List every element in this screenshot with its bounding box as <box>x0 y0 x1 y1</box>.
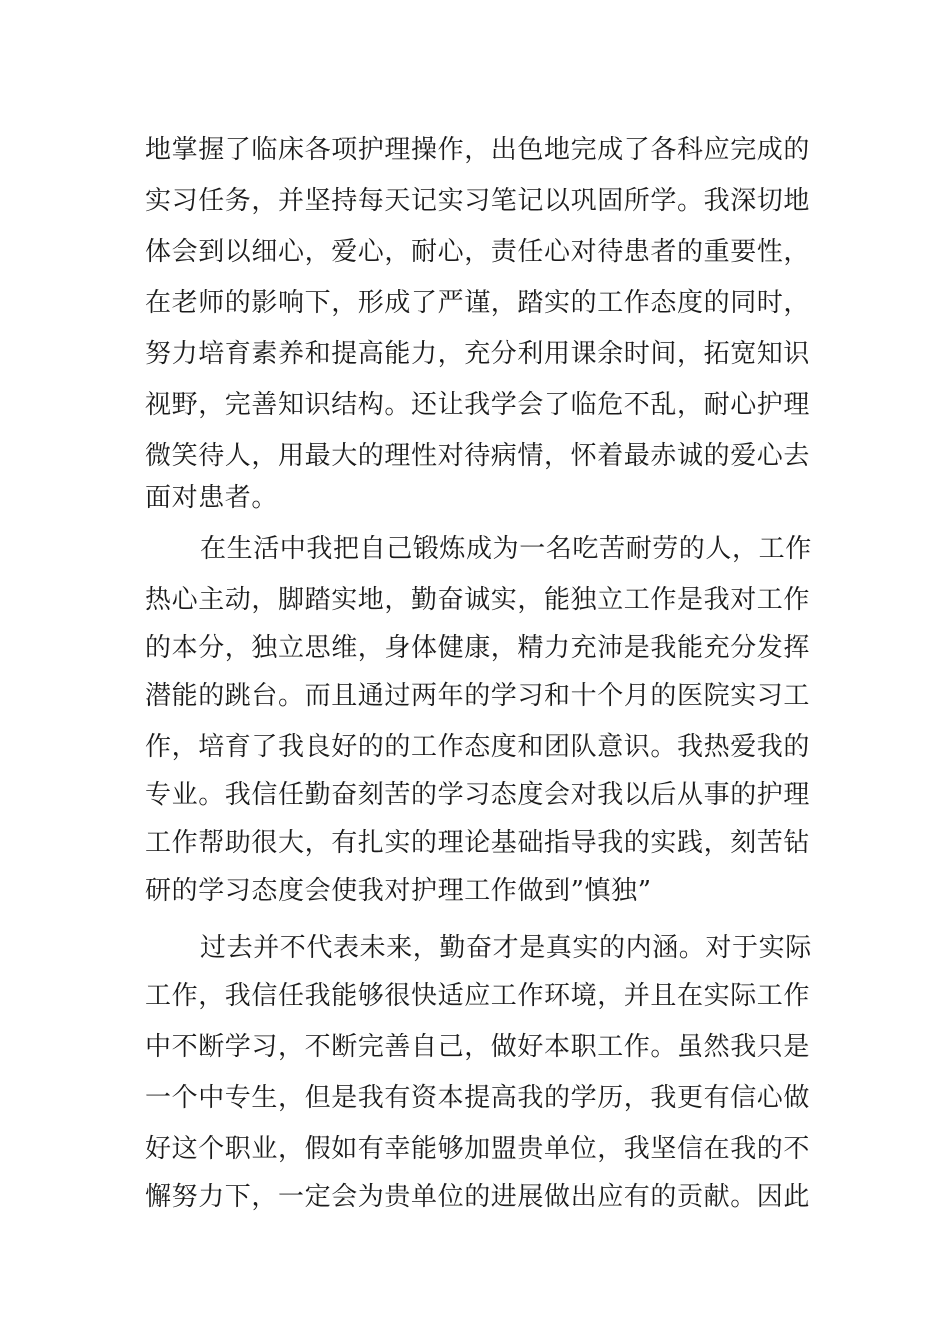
text-line-16: 研的学习态度会使我对护理工作做到”慎独” <box>145 876 652 906</box>
text-line-8: 面对患者。 <box>145 483 279 513</box>
text-line-6: 视野，完善知识结构。还让我学会了临危不乱，耐心护理 <box>145 390 811 420</box>
text-line-1: 地掌握了临床各项护理操作，出色地完成了各科应完成的 <box>145 135 811 165</box>
text-line-11: 的本分，独立思维，身体健康，精力充沛是我能充分发挥 <box>145 633 811 663</box>
text-line-10: 热心主动，脚踏实地，勤奋诚实，能独立工作是我对工作 <box>145 585 811 615</box>
paragraph-3-first-line: 过去并不代表未来，勤奋才是真实的内涵。对于实际 <box>200 933 812 963</box>
paragraph-2-first-line: 在生活中我把自己锻炼成为一名吃苦耐劳的人，工作 <box>200 534 812 564</box>
text-line-12: 潜能的跳台。而且通过两年的学习和十个月的医院实习工 <box>145 681 811 711</box>
text-line-5: 努力培育素养和提高能力，充分利用课余时间，拓宽知识 <box>145 339 811 369</box>
text-line-22: 懈努力下，一定会为贵单位的进展做出应有的贡献。因此 <box>145 1182 811 1212</box>
text-line-4: 在老师的影响下，形成了严谨，踏实的工作态度的同时， <box>145 288 811 318</box>
text-line-15: 工作帮助很大，有扎实的理论基础指导我的实践，刻苦钻 <box>145 828 811 858</box>
text-line-19: 中不断学习，不断完善自己，做好本职工作。虽然我只是 <box>145 1032 811 1062</box>
text-line-13: 作，培育了我良好的的工作态度和团队意识。我热爱我的 <box>145 732 811 762</box>
text-line-21: 好这个职业，假如有幸能够加盟贵单位，我坚信在我的不 <box>145 1134 811 1164</box>
text-line-7: 微笑待人，用最大的理性对待病情，怀着最赤诚的爱心去 <box>145 441 811 471</box>
text-line-20: 一个中专生，但是我有资本提高我的学历，我更有信心做 <box>145 1083 811 1113</box>
text-line-3: 体会到以细心，爱心，耐心，责任心对待患者的重要性， <box>145 237 811 267</box>
text-line-18: 工作，我信任我能够很快适应工作环境，并且在实际工作 <box>145 981 811 1011</box>
text-line-14: 专业。我信任勤奋刻苦的学习态度会对我以后从事的护理 <box>145 780 811 810</box>
text-line-2: 实习任务，并坚持每天记实习笔记以巩固所学。我深切地 <box>145 186 811 216</box>
